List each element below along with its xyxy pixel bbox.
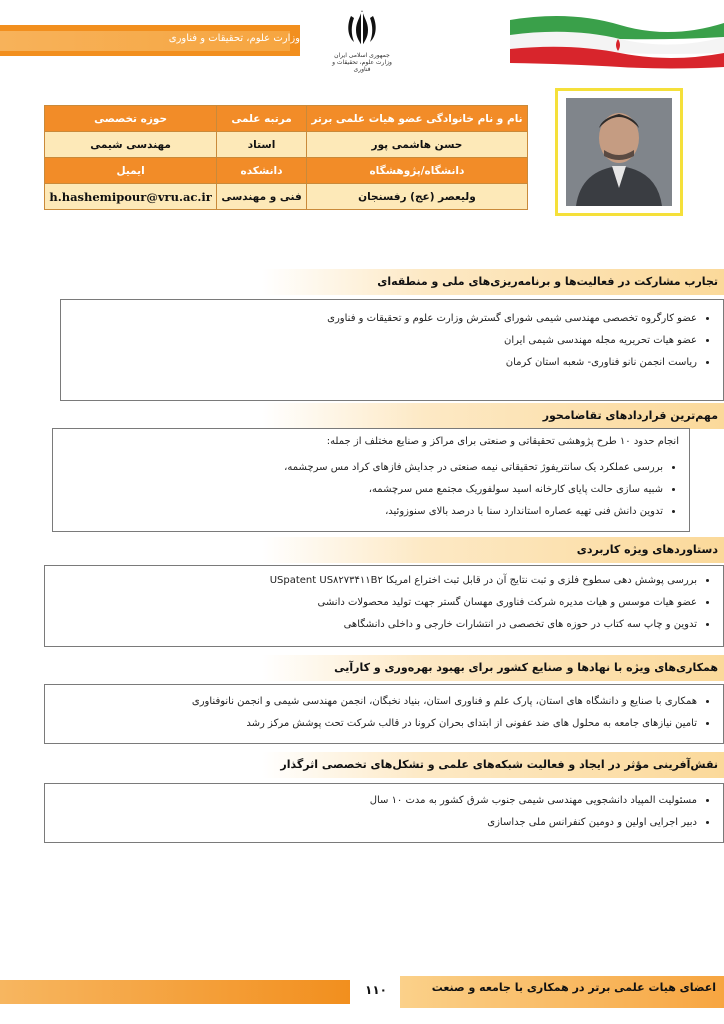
section-box-cooperation [44, 684, 724, 744]
list-item: • تامین نیازهای جامعه به محلول های ضد عفونی از ابتدای بحران کرونا در قالب شرکت تحت پوشش مرکز رشد [45, 713, 697, 735]
list-item: • تدوین و چاپ سه کتاب در حوزه های تخصصی در انتشارات خارجی و داخلی دانشگاهی [45, 614, 697, 636]
faculty-value: فنی و مهندسی [217, 184, 307, 210]
email-value[interactable]: h.hashemipour@vru.ac.ir [45, 184, 217, 210]
profile-table [44, 105, 528, 210]
university-value: ولیعصر (عج) رفسنجان [306, 184, 527, 210]
list-item: • عضو هیات تحریریه مجله مهندسی شیمی ایران [61, 330, 697, 352]
section-box-achievements [44, 565, 724, 647]
emblem-caption-2: وزارت علوم، تحقیقات و فناوری [332, 59, 392, 73]
networks-list [45, 790, 723, 834]
achievements-list [45, 570, 723, 636]
page-number: ۱۱۰ [365, 983, 387, 997]
list-item: • دبیر اجرایی اولین و دومین کنفرانس ملی جداسازی [45, 812, 697, 834]
iran-emblem [330, 8, 394, 78]
section-box-networks [44, 783, 724, 843]
list-item: • بررسی پوشش دهی سطوح فلزی و ثبت نتایج آن در قابل ثبت اختراع امریکا USpatent US۸۲۷۳۴۱۱B۲ [45, 570, 697, 592]
iran-flag [510, 15, 724, 70]
rank-header: مرتبه علمی [217, 106, 307, 132]
list-item: • تدوین دانش فنی تهیه عصاره استاندارد سنا با درصد بالای سنوزوئید، [53, 501, 663, 523]
emblem-caption-1: جمهوری اسلامی ایران [334, 52, 390, 59]
contracts-intro: انجام حدود ۱۰ طرح پژوهشی تحقیقاتی و صنعتی برای مراکز و صنایع مختلف از جمله: [326, 436, 679, 447]
contracts-list [53, 457, 689, 523]
emblem-icon [344, 8, 380, 48]
section-title-cooperation: همکاری‌های ویژه با نهادها و صنایع کشور برای بهبود بهره‌وری و کارآیی [262, 655, 724, 681]
list-item: • ریاست انجمن نانو فناوری- شعبه استان کرمان [61, 352, 697, 374]
name-value: حسن هاشمی پور [306, 132, 527, 158]
footer-left-bar [0, 980, 350, 1004]
profile-value-row-2 [45, 184, 528, 210]
section-title-networks: نقش‌آفرینی مؤثر در ایجاد و فعالیت شبکه‌های علمی و تشکل‌های تخصصی اثرگذار [262, 752, 724, 778]
profile-header-row-2 [45, 158, 528, 184]
field-header: حوزه تخصصی [45, 106, 217, 132]
list-item: • عضو کارگروه تخصصی مهندسی شیمی شورای گسترش وزارت علوم و تحقیقات و فناوری [61, 308, 697, 330]
profile-header-row-1 [45, 106, 528, 132]
section-box-participation [60, 299, 724, 401]
list-item: • شبیه سازی حالت پایای کارخانه اسید سولفوریک مجتمع مس سرچشمه، [53, 479, 663, 501]
section-title-achievements: دستاوردهای ویژه کاربردی [262, 537, 724, 563]
ministry-name: وزارت علوم، تحقیقات و فناوری [168, 33, 300, 44]
university-header: دانشگاه/پژوهشگاه [306, 158, 527, 184]
participation-list [61, 308, 723, 374]
footer-title: اعضای هیات علمی برتر در همکاری با جامعه و صنعت [431, 981, 716, 994]
cooperation-list [45, 691, 723, 735]
list-item: • همکاری با صنایع و دانشگاه های استان، پارک علم و فناوری استان، بنیاد نخبگان، انجمن مهندسی شیمی و انجمن نانوفناوری [45, 691, 697, 713]
list-item: • بررسی عملکرد یک سانتریفوژ تحقیقاتی نیمه صنعتی در جدایش فازهای کراد مس سرچشمه، [53, 457, 663, 479]
field-value: مهندسی شیمی [45, 132, 217, 158]
profile-photo [566, 98, 672, 206]
section-title-participation: تجارب مشارکت در فعالیت‌ها و برنامه‌ریزی‌های ملی و منطقه‌ای [262, 269, 724, 295]
faculty-header: دانشکده [217, 158, 307, 184]
rank-value: استاد [217, 132, 307, 158]
list-item: • مسئولیت المپیاد دانشجویی مهندسی شیمی جنوب شرق کشور به مدت ۱۰ سال [45, 790, 697, 812]
section-title-contracts: مهم‌ترین قراردادهای تقاضامحور [262, 403, 724, 429]
email-header: ایمیل [45, 158, 217, 184]
name-header: نام و نام خانوادگی عضو هیات علمی برتر [306, 106, 527, 132]
profile-value-row-1 [45, 132, 528, 158]
list-item: • عضو هیات موسس و هیات مدیره شرکت فناوری مهسان گستر جهت تولید محصولات دانشی [45, 592, 697, 614]
section-box-contracts [52, 428, 690, 532]
